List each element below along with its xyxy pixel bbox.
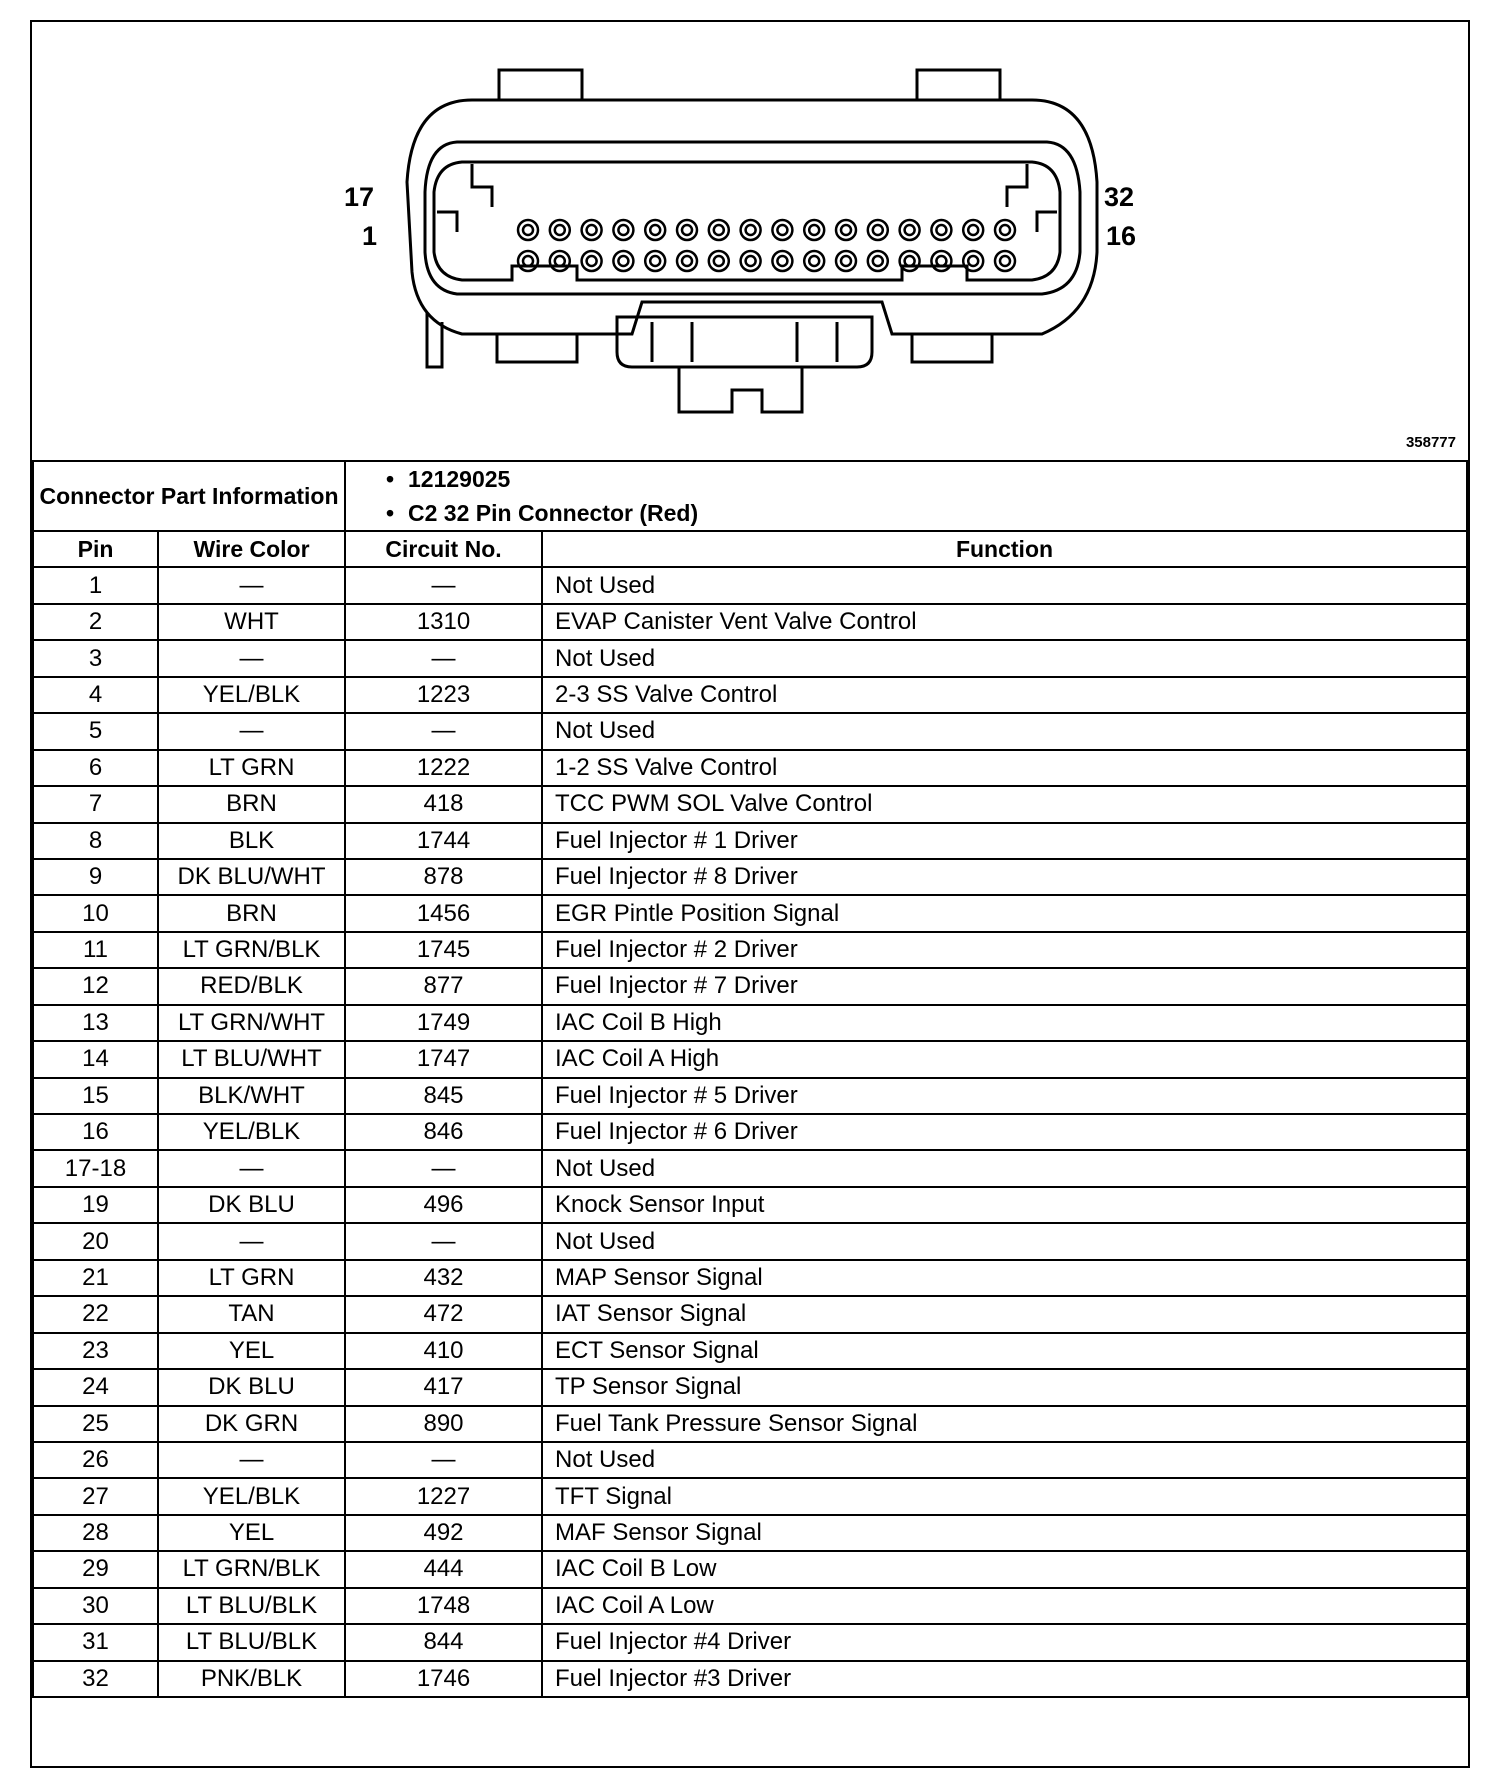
header-pin: Pin: [33, 531, 158, 567]
pin-hole-inner: [841, 225, 851, 235]
pin-cell: 30: [33, 1588, 158, 1624]
figure-id: 358777: [1405, 434, 1456, 451]
wire-color-cell: DK GRN: [158, 1406, 345, 1442]
pin-hole: [772, 220, 792, 240]
pin-cell: 17-18: [33, 1150, 158, 1186]
pin-hole: [677, 220, 697, 240]
pin-hole-inner: [587, 256, 597, 266]
table-row: [33, 895, 1467, 931]
pin-hole-inner: [523, 225, 533, 235]
function-cell: Fuel Injector # 7 Driver: [542, 968, 1467, 1004]
wire-color-cell: LT GRN: [158, 750, 345, 786]
function-cell: Fuel Injector # 8 Driver: [542, 859, 1467, 895]
table-row: [33, 640, 1467, 676]
pin-hole: [613, 220, 633, 240]
function-cell: MAF Sensor Signal: [542, 1515, 1467, 1551]
pin-cell: 5: [33, 713, 158, 749]
circuit-cell: —: [345, 1223, 542, 1259]
table-row: [33, 1478, 1467, 1514]
pin-hole-inner: [1000, 225, 1010, 235]
pin-cell: 7: [33, 786, 158, 822]
pin-hole: [836, 251, 856, 271]
pin-hole: [645, 251, 665, 271]
circuit-cell: 1222: [345, 750, 542, 786]
circuit-cell: 1223: [345, 677, 542, 713]
wire-color-cell: YEL/BLK: [158, 1478, 345, 1514]
pin-hole-inner: [587, 225, 597, 235]
circuit-cell: 1744: [345, 823, 542, 859]
connector-description: • C2 32 Pin Connector (Red): [386, 500, 699, 526]
circuit-cell: 845: [345, 1078, 542, 1114]
pin-hole-inner: [746, 256, 756, 266]
circuit-cell: 432: [345, 1260, 542, 1296]
table-row: [33, 1406, 1467, 1442]
table-row: [33, 1078, 1467, 1114]
table-row: [33, 1223, 1467, 1259]
pin-cell: 16: [33, 1114, 158, 1150]
table-row: [33, 1187, 1467, 1223]
function-cell: EVAP Canister Vent Valve Control: [542, 604, 1467, 640]
pin-cell: 3: [33, 640, 158, 676]
circuit-cell: 496: [345, 1187, 542, 1223]
function-cell: Fuel Injector # 5 Driver: [542, 1078, 1467, 1114]
pin-hole: [868, 220, 888, 240]
pin-hole: [741, 251, 761, 271]
pin-cell: 8: [33, 823, 158, 859]
pin-hole: [836, 220, 856, 240]
table-row: [33, 786, 1467, 822]
pin-hole: [900, 251, 920, 271]
circuit-cell: 417: [345, 1369, 542, 1405]
circuit-cell: —: [345, 713, 542, 749]
wire-color-cell: —: [158, 1442, 345, 1478]
wire-color-cell: YEL/BLK: [158, 677, 345, 713]
table-row: [33, 1150, 1467, 1186]
pin-cell: 9: [33, 859, 158, 895]
connector-part-number: • 12129025: [386, 466, 511, 492]
circuit-cell: —: [345, 1442, 542, 1478]
table-row: [33, 1515, 1467, 1551]
pin-cell: 10: [33, 895, 158, 931]
table-row: [33, 859, 1467, 895]
function-cell: Not Used: [542, 640, 1467, 676]
function-cell: IAC Coil B Low: [542, 1551, 1467, 1587]
pin-hole-inner: [777, 225, 787, 235]
pin-cell: 24: [33, 1369, 158, 1405]
wire-color-cell: —: [158, 640, 345, 676]
pin-hole: [645, 220, 665, 240]
function-cell: Fuel Injector # 6 Driver: [542, 1114, 1467, 1150]
pin-hole-inner: [809, 256, 819, 266]
table-row: [33, 932, 1467, 968]
pin-cell: 2: [33, 604, 158, 640]
wire-color-cell: RED/BLK: [158, 968, 345, 1004]
function-cell: Fuel Injector #3 Driver: [542, 1661, 1467, 1697]
pin-cell: 4: [33, 677, 158, 713]
function-cell: IAC Coil B High: [542, 1005, 1467, 1041]
pin-hole: [900, 220, 920, 240]
pin-cell: 29: [33, 1551, 158, 1587]
pin-cell: 28: [33, 1515, 158, 1551]
pin-cell: 31: [33, 1624, 158, 1660]
pin-hole: [995, 251, 1015, 271]
connector-diagram: [32, 22, 1468, 462]
wire-color-cell: YEL/BLK: [158, 1114, 345, 1150]
pin-label-32: 32: [1104, 182, 1135, 212]
pin-hole: [772, 251, 792, 271]
function-cell: Fuel Injector # 2 Driver: [542, 932, 1467, 968]
header-function: Function: [542, 531, 1467, 567]
pin-hole-inner: [1000, 256, 1010, 266]
wire-color-cell: —: [158, 1150, 345, 1186]
wire-color-cell: YEL: [158, 1515, 345, 1551]
wire-color-cell: PNK/BLK: [158, 1661, 345, 1697]
connector-face-drawing: [32, 22, 1468, 460]
pin-hole-inner: [905, 225, 915, 235]
table-row: [33, 677, 1467, 713]
table-row: [33, 1551, 1467, 1587]
connector-info-list: [345, 461, 1467, 531]
wire-color-cell: BRN: [158, 895, 345, 931]
function-cell: IAT Sensor Signal: [542, 1296, 1467, 1332]
circuit-cell: 1745: [345, 932, 542, 968]
pin-hole: [963, 251, 983, 271]
pin-hole: [868, 251, 888, 271]
function-cell: Not Used: [542, 1442, 1467, 1478]
pin-hole-inner: [746, 225, 756, 235]
circuit-cell: 1749: [345, 1005, 542, 1041]
pin-hole-inner: [618, 225, 628, 235]
pinout-table: [32, 460, 1468, 1698]
pin-label-17: 17: [344, 182, 375, 212]
pin-hole: [582, 251, 602, 271]
pin-cell: 15: [33, 1078, 158, 1114]
pin-hole-inner: [936, 225, 946, 235]
wire-color-cell: TAN: [158, 1296, 345, 1332]
pin-hole-inner: [777, 256, 787, 266]
wire-color-cell: WHT: [158, 604, 345, 640]
table-row: [33, 1624, 1467, 1660]
circuit-cell: 1227: [345, 1478, 542, 1514]
pin-hole: [963, 220, 983, 240]
connector-sheet: [30, 20, 1470, 1768]
pin-hole: [995, 220, 1015, 240]
pin-cell: 20: [33, 1223, 158, 1259]
wire-color-cell: LT BLU/BLK: [158, 1588, 345, 1624]
circuit-cell: 492: [345, 1515, 542, 1551]
pin-hole: [931, 220, 951, 240]
pin-hole-inner: [682, 256, 692, 266]
function-cell: TCC PWM SOL Valve Control: [542, 786, 1467, 822]
pin-cell: 27: [33, 1478, 158, 1514]
pin-hole: [804, 220, 824, 240]
table-header-row: [33, 531, 1467, 567]
wire-color-cell: BRN: [158, 786, 345, 822]
pin-cell: 11: [33, 932, 158, 968]
wire-color-cell: LT GRN: [158, 1260, 345, 1296]
header-wire-color: Wire Color: [158, 531, 345, 567]
pin-hole-inner: [650, 256, 660, 266]
circuit-cell: 1310: [345, 604, 542, 640]
function-cell: EGR Pintle Position Signal: [542, 895, 1467, 931]
circuit-cell: 844: [345, 1624, 542, 1660]
table-row: [33, 1005, 1467, 1041]
wire-color-cell: DK BLU: [158, 1369, 345, 1405]
pin-hole-inner: [841, 256, 851, 266]
circuit-cell: 1747: [345, 1041, 542, 1077]
header-circuit: Circuit No.: [345, 531, 542, 567]
pin-hole: [709, 220, 729, 240]
pin-hole-inner: [873, 256, 883, 266]
pin-hole-inner: [555, 225, 565, 235]
circuit-cell: 877: [345, 968, 542, 1004]
pin-cell: 19: [33, 1187, 158, 1223]
circuit-cell: —: [345, 1150, 542, 1186]
function-cell: 1-2 SS Valve Control: [542, 750, 1467, 786]
table-row: [33, 1296, 1467, 1332]
pin-cell: 6: [33, 750, 158, 786]
function-cell: IAC Coil A High: [542, 1041, 1467, 1077]
function-cell: IAC Coil A Low: [542, 1588, 1467, 1624]
wire-color-cell: LT BLU/BLK: [158, 1624, 345, 1660]
pin-hole: [804, 251, 824, 271]
pin-hole-inner: [714, 256, 724, 266]
function-cell: Not Used: [542, 713, 1467, 749]
wire-color-cell: —: [158, 567, 345, 603]
pin-hole-inner: [809, 225, 819, 235]
wire-color-cell: DK BLU: [158, 1187, 345, 1223]
function-cell: Fuel Injector # 1 Driver: [542, 823, 1467, 859]
pin-cell: 23: [33, 1333, 158, 1369]
function-cell: 2-3 SS Valve Control: [542, 677, 1467, 713]
table-row: [33, 713, 1467, 749]
function-cell: ECT Sensor Signal: [542, 1333, 1467, 1369]
wire-color-cell: YEL: [158, 1333, 345, 1369]
wire-color-cell: LT GRN/BLK: [158, 1551, 345, 1587]
table-row: [33, 1333, 1467, 1369]
table-row: [33, 968, 1467, 1004]
pin-hole: [677, 251, 697, 271]
pin-hole-inner: [968, 225, 978, 235]
circuit-cell: 418: [345, 786, 542, 822]
pin-label-1: 1: [362, 221, 378, 251]
pin-hole: [550, 220, 570, 240]
pin-hole-inner: [650, 225, 660, 235]
circuit-cell: 410: [345, 1333, 542, 1369]
function-cell: Fuel Injector #4 Driver: [542, 1624, 1467, 1660]
wire-color-cell: BLK/WHT: [158, 1078, 345, 1114]
circuit-cell: —: [345, 567, 542, 603]
table-row: [33, 1260, 1467, 1296]
function-cell: Knock Sensor Input: [542, 1187, 1467, 1223]
wire-color-cell: DK BLU/WHT: [158, 859, 345, 895]
pin-cell: 13: [33, 1005, 158, 1041]
wire-color-cell: BLK: [158, 823, 345, 859]
wire-color-cell: LT GRN/WHT: [158, 1005, 345, 1041]
connector-info-row: [33, 461, 1467, 531]
pin-hole-inner: [873, 225, 883, 235]
pin-hole-inner: [714, 225, 724, 235]
pin-hole: [582, 220, 602, 240]
table-row: [33, 604, 1467, 640]
pin-hole: [709, 251, 729, 271]
pin-cell: 32: [33, 1661, 158, 1697]
pin-hole: [518, 251, 538, 271]
pin-cell: 22: [33, 1296, 158, 1332]
table-row: [33, 1442, 1467, 1478]
pin-cell: 14: [33, 1041, 158, 1077]
circuit-cell: 1748: [345, 1588, 542, 1624]
wire-color-cell: —: [158, 713, 345, 749]
pin-hole: [518, 220, 538, 240]
circuit-cell: 444: [345, 1551, 542, 1587]
connector-info-heading: Connector Part Information: [33, 461, 345, 531]
circuit-cell: 890: [345, 1406, 542, 1442]
pin-cell: 1: [33, 567, 158, 603]
wire-color-cell: —: [158, 1223, 345, 1259]
table-body: [33, 567, 1467, 1697]
circuit-cell: 472: [345, 1296, 542, 1332]
circuit-cell: 878: [345, 859, 542, 895]
pin-label-16: 16: [1106, 221, 1137, 251]
function-cell: TFT Signal: [542, 1478, 1467, 1514]
circuit-cell: 1746: [345, 1661, 542, 1697]
function-cell: TP Sensor Signal: [542, 1369, 1467, 1405]
function-cell: Fuel Tank Pressure Sensor Signal: [542, 1406, 1467, 1442]
pin-hole: [613, 251, 633, 271]
table-row: [33, 823, 1467, 859]
table-row: [33, 1588, 1467, 1624]
pin-cell: 25: [33, 1406, 158, 1442]
pin-hole-inner: [682, 225, 692, 235]
function-cell: Not Used: [542, 567, 1467, 603]
circuit-cell: 846: [345, 1114, 542, 1150]
table-row: [33, 750, 1467, 786]
pin-cell: 26: [33, 1442, 158, 1478]
pin-hole-inner: [968, 256, 978, 266]
pin-hole: [741, 220, 761, 240]
function-cell: Not Used: [542, 1223, 1467, 1259]
table-row: [33, 1114, 1467, 1150]
pin-hole: [931, 251, 951, 271]
circuit-cell: —: [345, 640, 542, 676]
pin-cell: 21: [33, 1260, 158, 1296]
wire-color-cell: LT BLU/WHT: [158, 1041, 345, 1077]
pin-cell: 12: [33, 968, 158, 1004]
circuit-cell: 1456: [345, 895, 542, 931]
table-row: [33, 567, 1467, 603]
table-row: [33, 1369, 1467, 1405]
pin-hole: [550, 251, 570, 271]
table-row: [33, 1041, 1467, 1077]
function-cell: MAP Sensor Signal: [542, 1260, 1467, 1296]
table-row: [33, 1661, 1467, 1697]
pin-hole-inner: [618, 256, 628, 266]
function-cell: Not Used: [542, 1150, 1467, 1186]
wire-color-cell: LT GRN/BLK: [158, 932, 345, 968]
